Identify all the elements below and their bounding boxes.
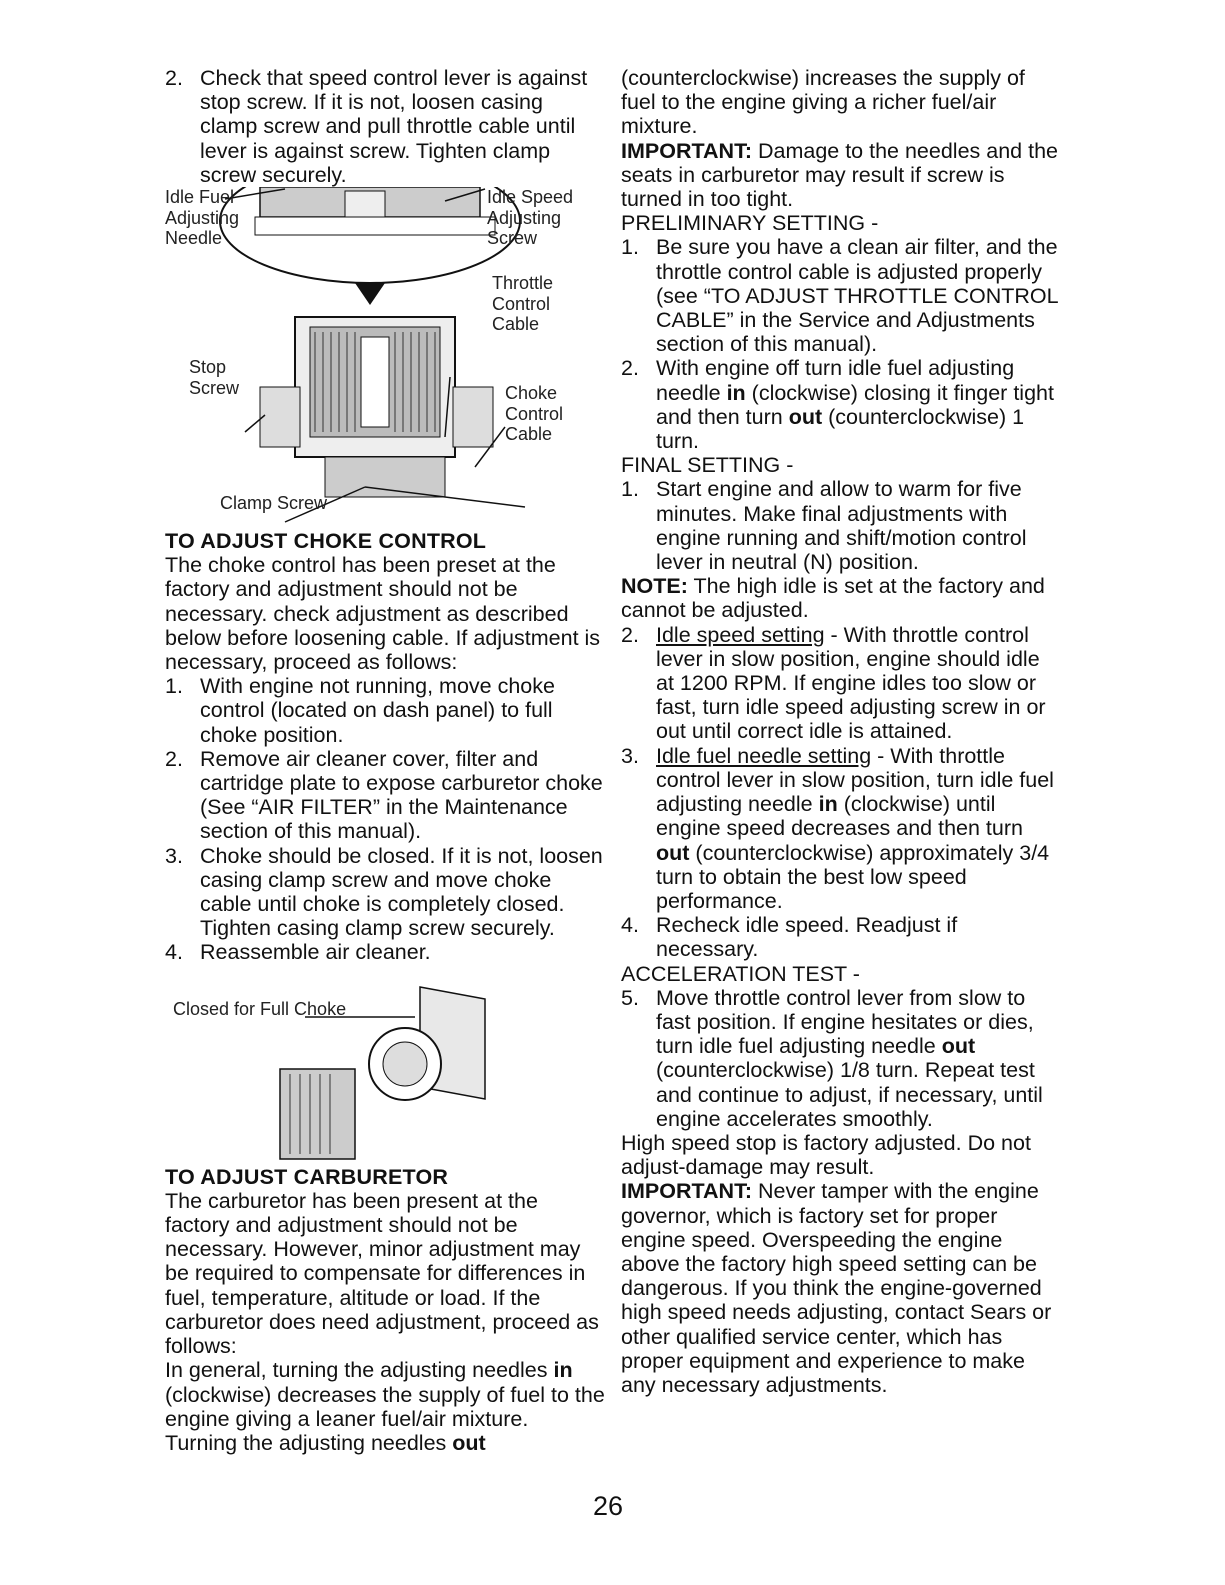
high-speed-note: High speed stop is factory adjusted. Do not adjust-damage may result. <box>621 1130 1031 1180</box>
left-column <box>165 66 605 1455</box>
step-number: 2. <box>165 66 183 90</box>
stop-screw-label: Stop Screw <box>189 357 240 398</box>
idle-speed-label: Idle Speed Adjusting Screw <box>487 187 574 249</box>
choke-step: 1. With engine not running, move choke control (located on dash panel) to full choke position. <box>165 674 555 747</box>
closed-for-full-choke-label: Closed for Full Choke <box>173 998 347 1019</box>
idle-fuel-label: Idle Fuel Adjusting Needle <box>165 187 240 249</box>
accel-step-5: 5. Move throttle control lever from slow to fast position. If engine hesitates or dies, turn idle fuel adjusting needle out (counterclockwise) 1/8 turn. Repeat test and continue to adjust, if necessary, until engine accelerates smoothly. <box>621 985 1043 1131</box>
final-step-1: 1. Start engine and allow to warm for five minutes. Make final adjustments with engine running and shift/motion control lever in neutral (N) position. <box>621 477 1027 575</box>
important-note-1: IMPORTANT: Damage to the needles and the seats in carburetor may result if screw is turned in too tight. <box>621 138 1058 212</box>
engine-carburetor-figure <box>165 187 605 529</box>
choke-heading: TO ADJUST CHOKE CONTROL <box>165 529 487 554</box>
throttle-cable-label: Throttle Control Cable <box>492 273 554 335</box>
final-step-3: 3. Idle fuel needle setting - With throttle control lever in slow position, turn idle fuel adjusting needle in (clockwise) until engine speed decreases and then turn out (counterclockwise) approximately 3/4 turn to obtain the best low speed performance. <box>621 743 1054 913</box>
air-filter-figure <box>165 979 605 1165</box>
prelim-step-1: 1. Be sure you have a clean air filter, and the throttle control cable is adjusted properly (see “TO ADJUST THROTTLE CONTROL CABLE” in the Service and Adjustments section of this manual). <box>621 235 1058 357</box>
right-column <box>621 66 1061 1397</box>
important-note-2: IMPORTANT: Never tamper with the engine governor, which is factory set for proper engine speed. Overspeeding the engine above the factory high speed setting can be dangerous. If you think the engine-governed high speed needs adjusting, contact Sears or other qualified service center, which has proper equipment and experience to make any necessary adjustments. <box>621 1179 1052 1397</box>
carburetor-intro: The carburetor has been present at the factory and adjustment should not be necessary. However, minor adjustment may be required to compensate for differences in fuel, temperature, altitude or load. If the carburetor does need adjustment, proceed as follows: <box>165 1188 599 1359</box>
choke-intro: The choke control has been preset at the factory and adjustment should not be necessary. check adjustment as described below before loosening cable. If adjustment is necessary, proceed as follows: <box>165 553 601 675</box>
acceleration-heading: ACCELERATION TEST - <box>621 961 860 986</box>
choke-step: 3. Choke should be closed. If it is not, loosen casing clamp screw and move choke cable until choke is completely closed. Tighten casing clamp screw securely. <box>165 843 603 941</box>
note: NOTE: The high idle is set at the factory and cannot be adjusted. <box>621 574 1045 623</box>
choke-step: 4. Reassemble air cleaner. <box>165 940 431 965</box>
step-2 <box>165 66 605 187</box>
choke-cable-label: Choke Control Cable <box>505 383 564 445</box>
general-paragraph: In general, turning the adjusting needles in (clockwise) decreases the supply of fuel to the engine giving a leaner fuel/air mixture. Turning the adjusting needles out <box>165 1358 605 1455</box>
step-text: Check that speed control lever is against stop screw. If it is not, loosen casing clamp screw and pull throttle cable until lever is against screw. Tighten clamp screw securely. <box>200 66 588 187</box>
prelim-step-2: 2. With engine off turn idle fuel adjusting needle in (clockwise) closing it finger tight and then turn out (counterclockwise) 1 turn. <box>621 356 1054 454</box>
carburetor-heading: TO ADJUST CARBURETOR <box>165 1164 449 1189</box>
clamp-screw-label: Clamp Screw <box>220 493 328 514</box>
page-number: 26 <box>593 1491 624 1521</box>
choke-step: 2. Remove air cleaner cover, filter and cartridge plate to expose carburetor choke (See “AIR FILTER” in the Maintenance section of this manual). <box>165 746 603 844</box>
final-step-4: 4. Recheck idle speed. Readjust if necessary. <box>621 913 958 962</box>
final-heading: FINAL SETTING - <box>621 453 794 478</box>
continued-text: (counterclockwise) increases the supply of fuel to the engine giving a richer fuel/air mixture. <box>621 66 1025 139</box>
preliminary-heading: PRELIMINARY SETTING - <box>621 211 879 236</box>
final-step-2: 2. Idle speed setting - With throttle control lever in slow position, engine should idle at 1200 RPM. If engine idles too slow or fast, turn idle speed adjusting screw in or out until correct idle is attained. <box>621 622 1046 744</box>
